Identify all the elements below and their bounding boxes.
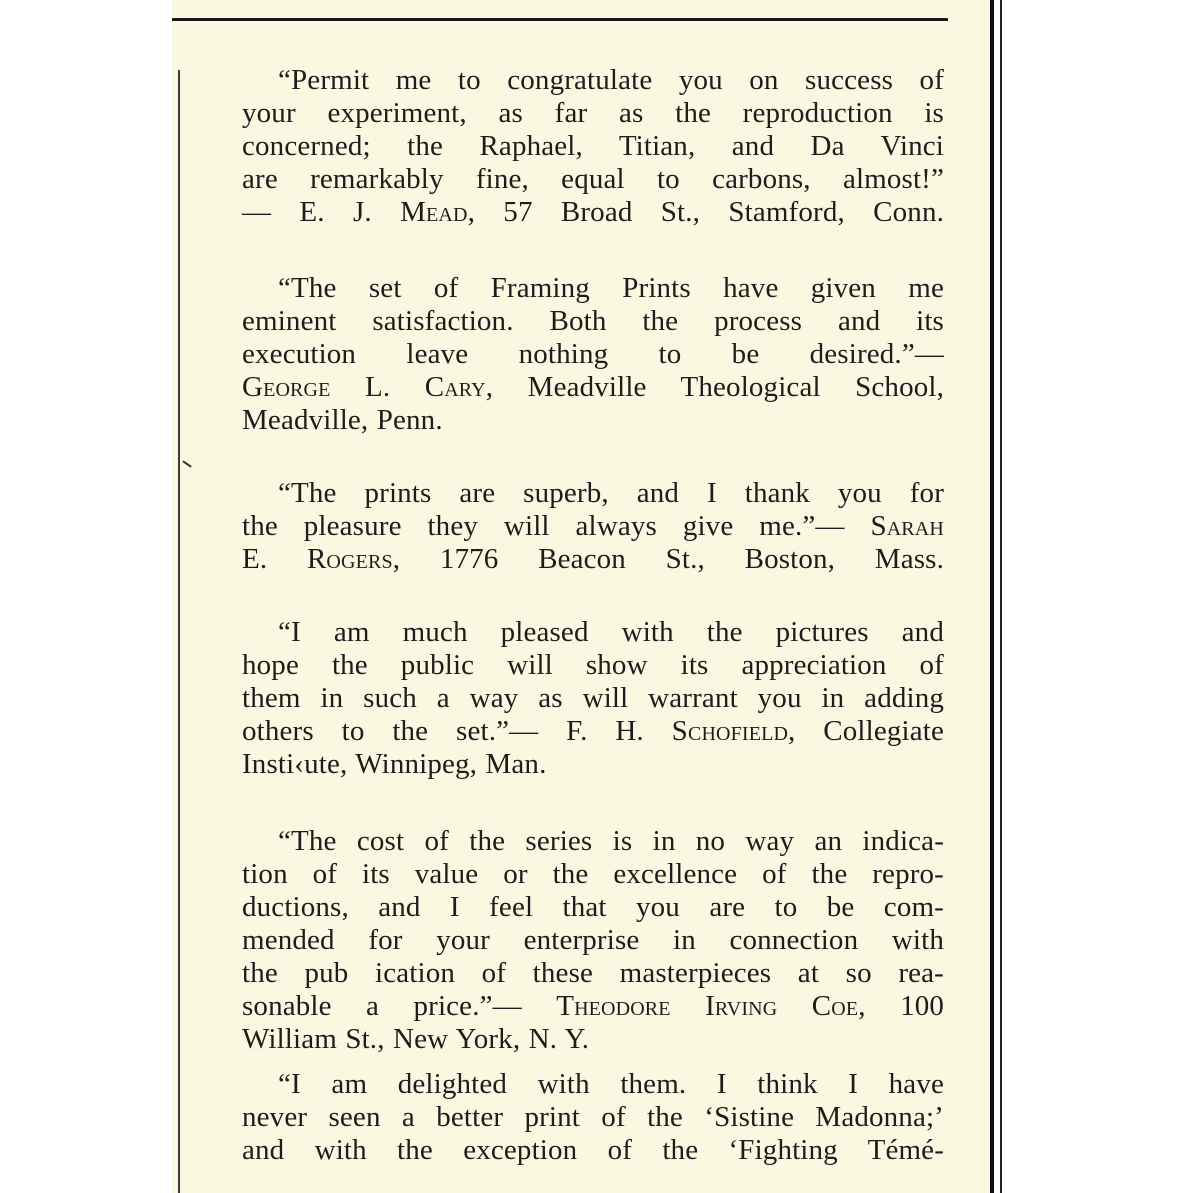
- attribution-address: , Meadville Theological School,: [485, 371, 944, 403]
- attribution-name: Sarah: [870, 510, 944, 542]
- text-line: “I am delighted with them. I think I have: [278, 1068, 944, 1100]
- attribution-line: William St., New York, N. Y.: [242, 1023, 590, 1055]
- top-rule: [172, 18, 948, 21]
- testimonial-coe: [242, 825, 944, 1056]
- text-line: eminent satisfaction. Both the process and its: [242, 305, 944, 337]
- text-line: your experiment, as far as the reproduction is: [242, 97, 944, 129]
- text-fragment: others to the set.”— F. H.: [242, 715, 672, 747]
- text-line: “The prints are superb, and I thank you for: [278, 477, 944, 509]
- text-fragment: sonable a price.”—: [242, 990, 557, 1022]
- attribution-name: Mead: [400, 196, 468, 228]
- attribution-name: Theodore Irving Coe: [556, 990, 859, 1022]
- attribution-name: Schofield: [671, 715, 789, 747]
- text-line: “The set of Framing Prints have given me: [278, 272, 944, 304]
- testimonial-delighted: [242, 1068, 944, 1167]
- attribution-name: George L. Cary: [242, 371, 486, 403]
- attribution-line: [242, 196, 944, 229]
- text-line: and with the exception of the ‘Fighting Témé-: [242, 1134, 944, 1166]
- testimonial-cary: [242, 272, 944, 437]
- attribution-line: [242, 543, 944, 576]
- text-line: the pub ication of these masterpieces at so rea-: [242, 957, 944, 989]
- text-line: never seen a better print of the ‘Sistine Madonna;’: [242, 1101, 944, 1133]
- left-column-rule: [178, 70, 180, 1193]
- text-line: “I am much pleased with the pictures and: [278, 616, 944, 648]
- right-border-rule: [990, 0, 994, 1193]
- attribution-line: Meadville, Penn.: [242, 404, 443, 436]
- text-line: them in such a way as will warrant you in adding: [242, 682, 944, 714]
- attribution-address: , 100: [858, 990, 945, 1022]
- attribution-line: [242, 371, 944, 404]
- attribution-line: [242, 715, 944, 748]
- text-line: are remarkably fine, equal to carbons, almost!”: [242, 163, 944, 195]
- attribution-address: , 57 Broad St., Stamford, Conn.: [467, 196, 945, 228]
- text-line: ductions, and I feel that you are to be com-: [242, 891, 944, 923]
- text-line: tion of its value or the excellence of the repro-: [242, 858, 944, 890]
- text-line: “Permit me to congratulate you on success of: [278, 64, 944, 96]
- text-line: [242, 510, 944, 543]
- text-line: concerned; the Raphael, Titian, and Da Vinci: [242, 130, 944, 162]
- text-line: hope the public will show its appreciation of: [242, 649, 944, 681]
- text-line: mended for your enterprise in connection with: [242, 924, 944, 956]
- text-line: execution leave nothing to be desired.”—: [242, 338, 944, 370]
- attribution-address: , 1776 Beacon St., Boston, Mass.: [392, 543, 944, 575]
- attribution-address: , Collegiate: [788, 715, 944, 747]
- testimonial-mead: [242, 64, 944, 229]
- attribution-name: E. Rogers: [242, 543, 393, 575]
- testimonial-schofield: [242, 616, 944, 781]
- right-inner-rule: [1000, 0, 1002, 1193]
- testimonial-rogers: [242, 477, 944, 576]
- attribution-line: [242, 990, 944, 1023]
- text-line: “The cost of the series is in no way an indica-: [278, 825, 944, 857]
- text-fragment: the pleasure they will always give me.”—: [242, 510, 871, 542]
- attribution-line: Insti‹ute, Winnipeg, Man.: [242, 748, 547, 780]
- attribution-prefix: — E. J.: [242, 196, 401, 228]
